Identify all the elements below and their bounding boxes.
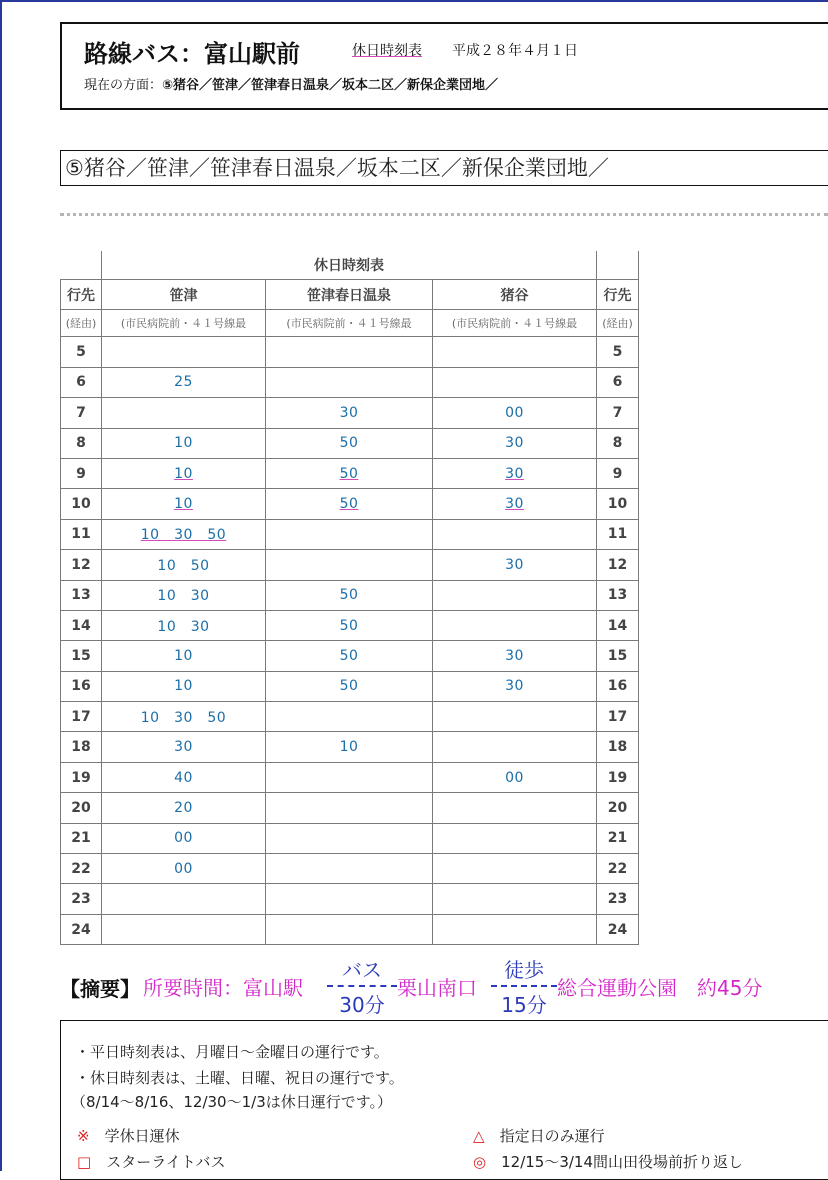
minutes-cell-inotani: 30 [433,489,597,519]
minutes-cell-sasazu: 10 [102,428,266,458]
dotted-divider [60,213,828,216]
hour-cell-right: 11 [597,519,639,549]
table-row [61,914,639,944]
segment-bus-mode: バス [342,958,382,982]
summary-mid-stop: 栗山南口 [397,976,477,1000]
window-frame-top [0,0,828,2]
minutes-cell-inotani [433,732,597,762]
hour-cell-left: 8 [61,428,102,458]
via-label-right: (経由) [597,310,639,337]
minutes-cell-kasuga-onsen [266,823,433,853]
via-value: (市民病院前・４１号線最 [266,310,433,337]
minutes-cell-inotani: 00 [433,398,597,428]
hour-cell-left: 17 [61,702,102,732]
minutes-cell-kasuga-onsen: 50 [266,428,433,458]
minutes-cell-kasuga-onsen: 30 [266,398,433,428]
minutes-cell-inotani [433,580,597,610]
minutes-cell-kasuga-onsen [266,793,433,823]
note-special-days: （8/14～8/16、12/30～1/3は休日運行です。） [71,1093,393,1111]
hour-cell-right: 17 [597,702,639,732]
minutes-cell-inotani [433,367,597,397]
minutes-cell-inotani [433,337,597,367]
legend-symbol: ※ [77,1127,90,1145]
minutes-cell-sasazu: 10 [102,641,266,671]
table-row [61,519,639,549]
legend-item [77,1151,225,1172]
hour-cell-right: 15 [597,641,639,671]
hour-cell-left: 13 [61,580,102,610]
minutes-cell-inotani [433,610,597,640]
minutes-cell-inotani [433,519,597,549]
segment-walk-time: 15分 [501,993,547,1017]
caption-spacer-left [61,251,102,280]
minutes-cell-kasuga-onsen [266,762,433,792]
table-row [61,337,639,367]
hour-cell-left: 10 [61,489,102,519]
legend-item [473,1125,605,1146]
hour-cell-left: 14 [61,610,102,640]
table-row [61,641,639,671]
table-row [61,580,639,610]
hour-cell-right: 6 [597,367,639,397]
minutes-cell-inotani [433,793,597,823]
hour-cell-right: 16 [597,671,639,701]
minutes-cell-kasuga-onsen: 50 [266,610,433,640]
minutes-cell-sasazu: 10 30 50 [102,519,266,549]
note-weekday: ・平日時刻表は、月曜日～金曜日の運行です。 [75,1043,389,1061]
timetable [60,251,639,945]
minutes-cell-kasuga-onsen [266,884,433,914]
hour-cell-left: 7 [61,398,102,428]
minutes-cell-inotani: 00 [433,762,597,792]
minutes-cell-inotani [433,884,597,914]
timetable-type-link[interactable]: 休日時刻表 [352,43,422,59]
timetable-caption: 休日時刻表 [102,251,597,280]
minutes-cell-inotani: 30 [433,641,597,671]
header-col-sasazu: 笹津 [102,280,266,310]
hour-cell-right: 21 [597,823,639,853]
legend-symbol: ◎ [473,1153,487,1171]
hour-cell-left: 22 [61,854,102,884]
minutes-cell-kasuga-onsen: 50 [266,641,433,671]
segment-bus-time: 30分 [339,993,385,1017]
hour-cell-left: 9 [61,458,102,488]
table-row [61,458,639,488]
table-row [61,428,639,458]
minutes-cell-sasazu: 10 30 50 [102,702,266,732]
minutes-cell-sasazu: 10 [102,458,266,488]
table-row [61,732,639,762]
minutes-cell-kasuga-onsen [266,519,433,549]
hour-cell-left: 11 [61,519,102,549]
hour-cell-left: 24 [61,914,102,944]
table-row [61,884,639,914]
hour-cell-left: 12 [61,550,102,580]
hour-cell-left: 23 [61,884,102,914]
legend-item [77,1125,180,1146]
minutes-cell-sasazu [102,914,266,944]
minutes-cell-sasazu: 10 30 [102,580,266,610]
segment-bus [327,954,397,1018]
hour-cell-right: 23 [597,884,639,914]
minutes-cell-kasuga-onsen: 50 [266,671,433,701]
hour-cell-left: 5 [61,337,102,367]
window-frame-left [0,0,2,1171]
table-row [61,762,639,792]
timetable-body [61,337,639,945]
hour-cell-right: 7 [597,398,639,428]
table-row [61,610,639,640]
legend-text: スターライトバス [106,1153,226,1171]
minutes-cell-inotani [433,914,597,944]
minutes-cell-inotani: 30 [433,550,597,580]
direction-value: ⑤猪谷／笹津／笹津春日温泉／坂本二区／新保企業団地／ [162,78,499,93]
minutes-cell-kasuga-onsen: 10 [266,732,433,762]
hour-cell-right: 22 [597,854,639,884]
table-row [61,823,639,853]
via-value: (市民病院前・４１号線最 [433,310,597,337]
segment-walk [491,954,557,1018]
minutes-cell-kasuga-onsen [266,367,433,397]
minutes-cell-kasuga-onsen: 50 [266,489,433,519]
legend-symbol: △ [473,1127,485,1145]
header-col-inotani: 猪谷 [433,280,597,310]
table-row [61,702,639,732]
minutes-cell-sasazu: 00 [102,823,266,853]
segment-walk-mode: 徒歩 [504,958,544,982]
table-row [61,854,639,884]
minutes-cell-kasuga-onsen [266,337,433,367]
minutes-cell-kasuga-onsen [266,702,433,732]
hour-cell-right: 20 [597,793,639,823]
minutes-cell-sasazu [102,337,266,367]
minutes-cell-inotani [433,702,597,732]
hour-cell-left: 15 [61,641,102,671]
minutes-cell-sasazu: 10 [102,489,266,519]
hour-cell-right: 10 [597,489,639,519]
via-value: (市民病院前・４１号線最 [102,310,266,337]
minutes-cell-sasazu: 10 30 [102,610,266,640]
summary-label: 【摘要】 [60,977,140,1001]
summary-suffix: 総合運動公園 約45分 [557,976,763,1000]
hour-cell-right: 19 [597,762,639,792]
minutes-cell-sasazu: 40 [102,762,266,792]
minutes-cell-inotani: 30 [433,428,597,458]
via-label-left: (経由) [61,310,102,337]
hour-cell-right: 5 [597,337,639,367]
legend-item [473,1151,743,1172]
header-dest-right: 行先 [597,280,639,310]
minutes-cell-sasazu: 10 50 [102,550,266,580]
hour-cell-right: 9 [597,458,639,488]
hour-cell-right: 14 [597,610,639,640]
hour-cell-left: 20 [61,793,102,823]
minutes-cell-inotani [433,823,597,853]
minutes-cell-sasazu: 20 [102,793,266,823]
table-row [61,367,639,397]
table-row [61,671,639,701]
minutes-cell-inotani: 30 [433,671,597,701]
hour-cell-left: 21 [61,823,102,853]
legend-text: 12/15～3/14間山田役場前折り返し [501,1153,744,1171]
table-row [61,398,639,428]
header-box [60,22,828,110]
legend-text: 学休日運休 [104,1127,180,1145]
minutes-cell-sasazu [102,884,266,914]
effective-date: 平成２８年４月１日 [452,43,578,59]
minutes-cell-sasazu: 25 [102,367,266,397]
minutes-cell-inotani: 30 [433,458,597,488]
current-direction [84,74,498,93]
note-holiday: ・休日時刻表は、土曜、日曜、祝日の運行です。 [75,1069,404,1087]
minutes-cell-inotani [433,854,597,884]
minutes-cell-sasazu: 00 [102,854,266,884]
hour-cell-right: 8 [597,428,639,458]
hour-cell-left: 19 [61,762,102,792]
header-col-sasazu-kasuga-onsen: 笹津春日温泉 [266,280,433,310]
legend-text: 指定日のみ運行 [499,1127,605,1145]
hour-cell-right: 24 [597,914,639,944]
minutes-cell-kasuga-onsen [266,854,433,884]
legend-symbol: □ [77,1153,92,1171]
minutes-cell-kasuga-onsen [266,914,433,944]
hour-cell-left: 16 [61,671,102,701]
minutes-cell-kasuga-onsen [266,550,433,580]
caption-spacer-right [597,251,639,280]
hour-cell-right: 13 [597,580,639,610]
route-heading: ⑤猪谷／笹津／笹津春日温泉／坂本二区／新保企業団地／ [60,150,828,186]
hour-cell-right: 18 [597,732,639,762]
hour-cell-right: 12 [597,550,639,580]
table-row [61,793,639,823]
header-dest-left: 行先 [61,280,102,310]
table-row [61,489,639,519]
minutes-cell-kasuga-onsen: 50 [266,458,433,488]
minutes-cell-sasazu: 10 [102,671,266,701]
page-title: 路線バス：富山駅前 [84,40,300,68]
minutes-cell-sasazu: 30 [102,732,266,762]
summary-prefix: 所要時間：富山駅 [143,976,303,1000]
table-row [61,550,639,580]
minutes-cell-kasuga-onsen: 50 [266,580,433,610]
notes-box [60,1020,828,1180]
hour-cell-left: 6 [61,367,102,397]
direction-label: 現在の方面： [84,78,163,93]
hour-cell-left: 18 [61,732,102,762]
minutes-cell-sasazu [102,398,266,428]
